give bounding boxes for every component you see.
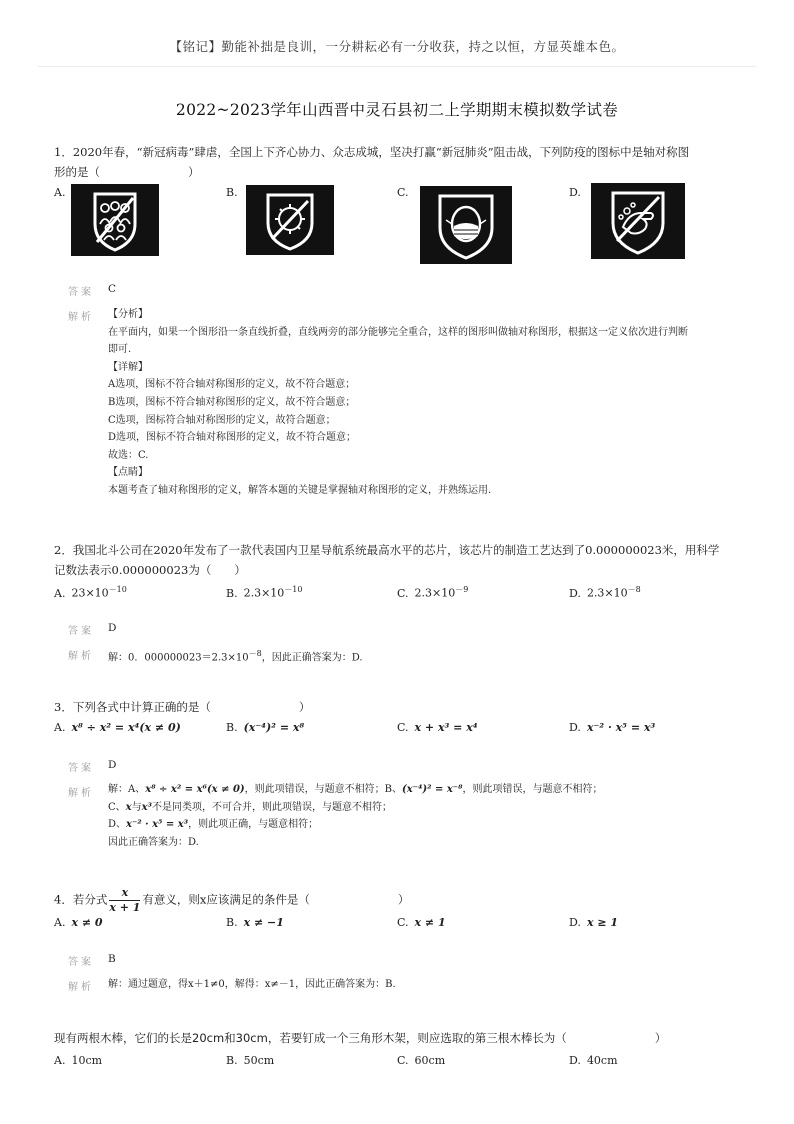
q5-option-c[interactable]: C. 60cm xyxy=(397,1054,446,1067)
q3-option-c[interactable]: C. x + x³ = x⁴ xyxy=(397,721,478,734)
q1-stem-line1: 1．2020年春，“新冠病毒”肆虐，全国上下齐心协力、众志成城，坚决打赢“新冠肺炎”阻击战，下列防疫的图标中是轴对称图 xyxy=(54,145,690,159)
header-motto: 【铭记】勤能补拙是良训，一分耕耘必有一分收获，持之以恒，方显英雄本色。 xyxy=(169,39,625,54)
q4-analysis-label: 解析 xyxy=(68,982,94,993)
q3-answer: D xyxy=(108,759,117,771)
q2-answer: D xyxy=(108,622,117,634)
q1-analysis-line: B选项，图标不符合轴对称图形的定义，故不符合题意； xyxy=(108,396,356,408)
q2-answer-label: 答案 xyxy=(68,626,94,637)
q1-analysis-line: C选项，图标符合轴对称图形的定义，故符合题意； xyxy=(108,414,336,426)
q3-analysis xyxy=(108,781,728,851)
q1-analysis-line: A选项，图标不符合轴对称图形的定义，故不符合题意； xyxy=(108,379,356,391)
q3-option-d[interactable]: D. x⁻² · x⁵ = x³ xyxy=(569,721,656,734)
q4-fraction: $\frac{x}{x + 1}$ xyxy=(109,886,141,914)
q2-option-c[interactable]: C. $2.3\times 10^{-9}$ xyxy=(397,585,469,600)
q3-analysis-line: 解：A、x⁸ ÷ x² = x⁶(x ≠ 0)，则此项错误，与题意不相符；B、(x⁻⁴)² = x⁻⁸，则此项错误，与题意不相符； xyxy=(108,784,603,795)
q1-option-d[interactable]: D. xyxy=(569,186,581,199)
q3-analysis-line: 因此正确答案为：D. xyxy=(108,836,199,848)
q1-answer-label: 答案 xyxy=(68,287,94,298)
q1-option-a[interactable]: A. xyxy=(54,186,66,199)
q3-option-b[interactable]: B. (x⁻⁴)² = x⁸ xyxy=(226,721,305,734)
q3-analysis-label: 解析 xyxy=(68,788,94,799)
q1-analysis-line: 本题考查了轴对称图形的定义，解答本题的关键是掌握轴对称图形的定义，并熟练运用. xyxy=(108,484,492,496)
q2-option-b[interactable]: B. $2.3\times 10^{-10}$ xyxy=(226,585,303,600)
q4-option-a[interactable]: A. x ≠ 0 xyxy=(54,916,103,929)
q5-stem: 现有两根木棒，它们的长是20cm和30cm，若要钉成一个三角形木架，则应选取的第三根木棒长为（ ） xyxy=(54,1031,667,1045)
q5-option-b[interactable]: B. 50cm xyxy=(226,1054,275,1067)
q2-analysis-label: 解析 xyxy=(68,651,94,662)
q3-analysis-line: D、x⁻² · x⁵ = x³，则此项正确，与题意相符； xyxy=(108,819,319,831)
q1-analysis-line: 即可. xyxy=(108,344,132,356)
q1-analysis-line: 故选：C. xyxy=(108,449,149,461)
q1-analysis-label: 解析 xyxy=(68,312,94,323)
q2-stem xyxy=(54,540,744,580)
q5-option-d[interactable]: D. 40cm xyxy=(569,1054,618,1067)
q2-option-d[interactable]: D. $2.3\times 10^{-8}$ xyxy=(569,585,641,600)
q2-option-a[interactable]: A. $23\times 10^{-10}$ xyxy=(54,585,127,600)
q2-stem-line2: 记数法表示0.000000023为（ ） xyxy=(54,563,246,577)
q3-stem: 3．下列各式中计算正确的是（ ） xyxy=(54,700,311,714)
q1-stem-line2: 形的是（ ） xyxy=(54,165,200,179)
virus-shield-icon xyxy=(246,185,334,255)
q1-answer: C xyxy=(108,283,117,295)
q1-option-b[interactable]: B. xyxy=(226,186,238,199)
q4-answer-label: 答案 xyxy=(68,957,94,968)
crowd-shield-icon xyxy=(71,184,159,256)
q1-option-c[interactable]: C. xyxy=(397,186,409,199)
q4-option-d[interactable]: D. x ≥ 1 xyxy=(569,916,619,929)
q1-analysis xyxy=(108,306,728,500)
q1-analysis-line: D选项，图标不符合轴对称图形的定义，故不符合题意； xyxy=(108,432,357,444)
q1-stem xyxy=(54,142,744,182)
q3-option-a[interactable]: A. x⁸ ÷ x² = x⁴(x ≠ 0) xyxy=(54,721,181,734)
q2-analysis: 解：0．$000000023=2.3\times 10^{-8}$，因此正确答案为：D. xyxy=(108,649,363,664)
q1-analysis-line: 【分析】 xyxy=(108,309,148,320)
handwash-shield-icon xyxy=(591,183,685,259)
q2-stem-line1: 2．我国北斗公司在2020年发布了一款代表国内卫星导航系统最高水平的芯片，该芯片的制造工艺达到了0.000000023米，用科学 xyxy=(54,543,720,557)
q4-stem: 4．若分式 $\frac{x}{x + 1}$ 有意义，则x应该满足的条件是（ ） xyxy=(54,886,410,914)
header-divider xyxy=(38,66,756,67)
q4-analysis: 解：通过题意，得x＋1≠0，解得：x≠－1，因此正确答案为：B. xyxy=(108,979,396,990)
q5-option-a[interactable]: A. 10cm xyxy=(54,1054,103,1067)
q3-answer-label: 答案 xyxy=(68,763,94,774)
page-title: 2022~2023学年山西晋中灵石县初二上学期期末模拟数学试卷 xyxy=(175,101,619,119)
q3-analysis-line: C、x与x³不是同类项，不可合并，则此项错误，与题意不相符； xyxy=(108,801,392,813)
q1-analysis-line: 在平面内，如果一个图形沿一条直线折叠，直线两旁的部分能够完全重合，这样的图形叫做轴对称图形，根据这一定义依次进行判断 xyxy=(108,326,688,338)
q1-analysis-line: 【详解】 xyxy=(108,361,148,373)
q4-option-b[interactable]: B. x ≠ −1 xyxy=(226,916,284,929)
mask-icon xyxy=(420,186,512,264)
q4-option-c[interactable]: C. x ≠ 1 xyxy=(397,916,446,929)
q1-analysis-line: 【点睛】 xyxy=(108,467,148,479)
q4-answer: B xyxy=(108,953,116,965)
